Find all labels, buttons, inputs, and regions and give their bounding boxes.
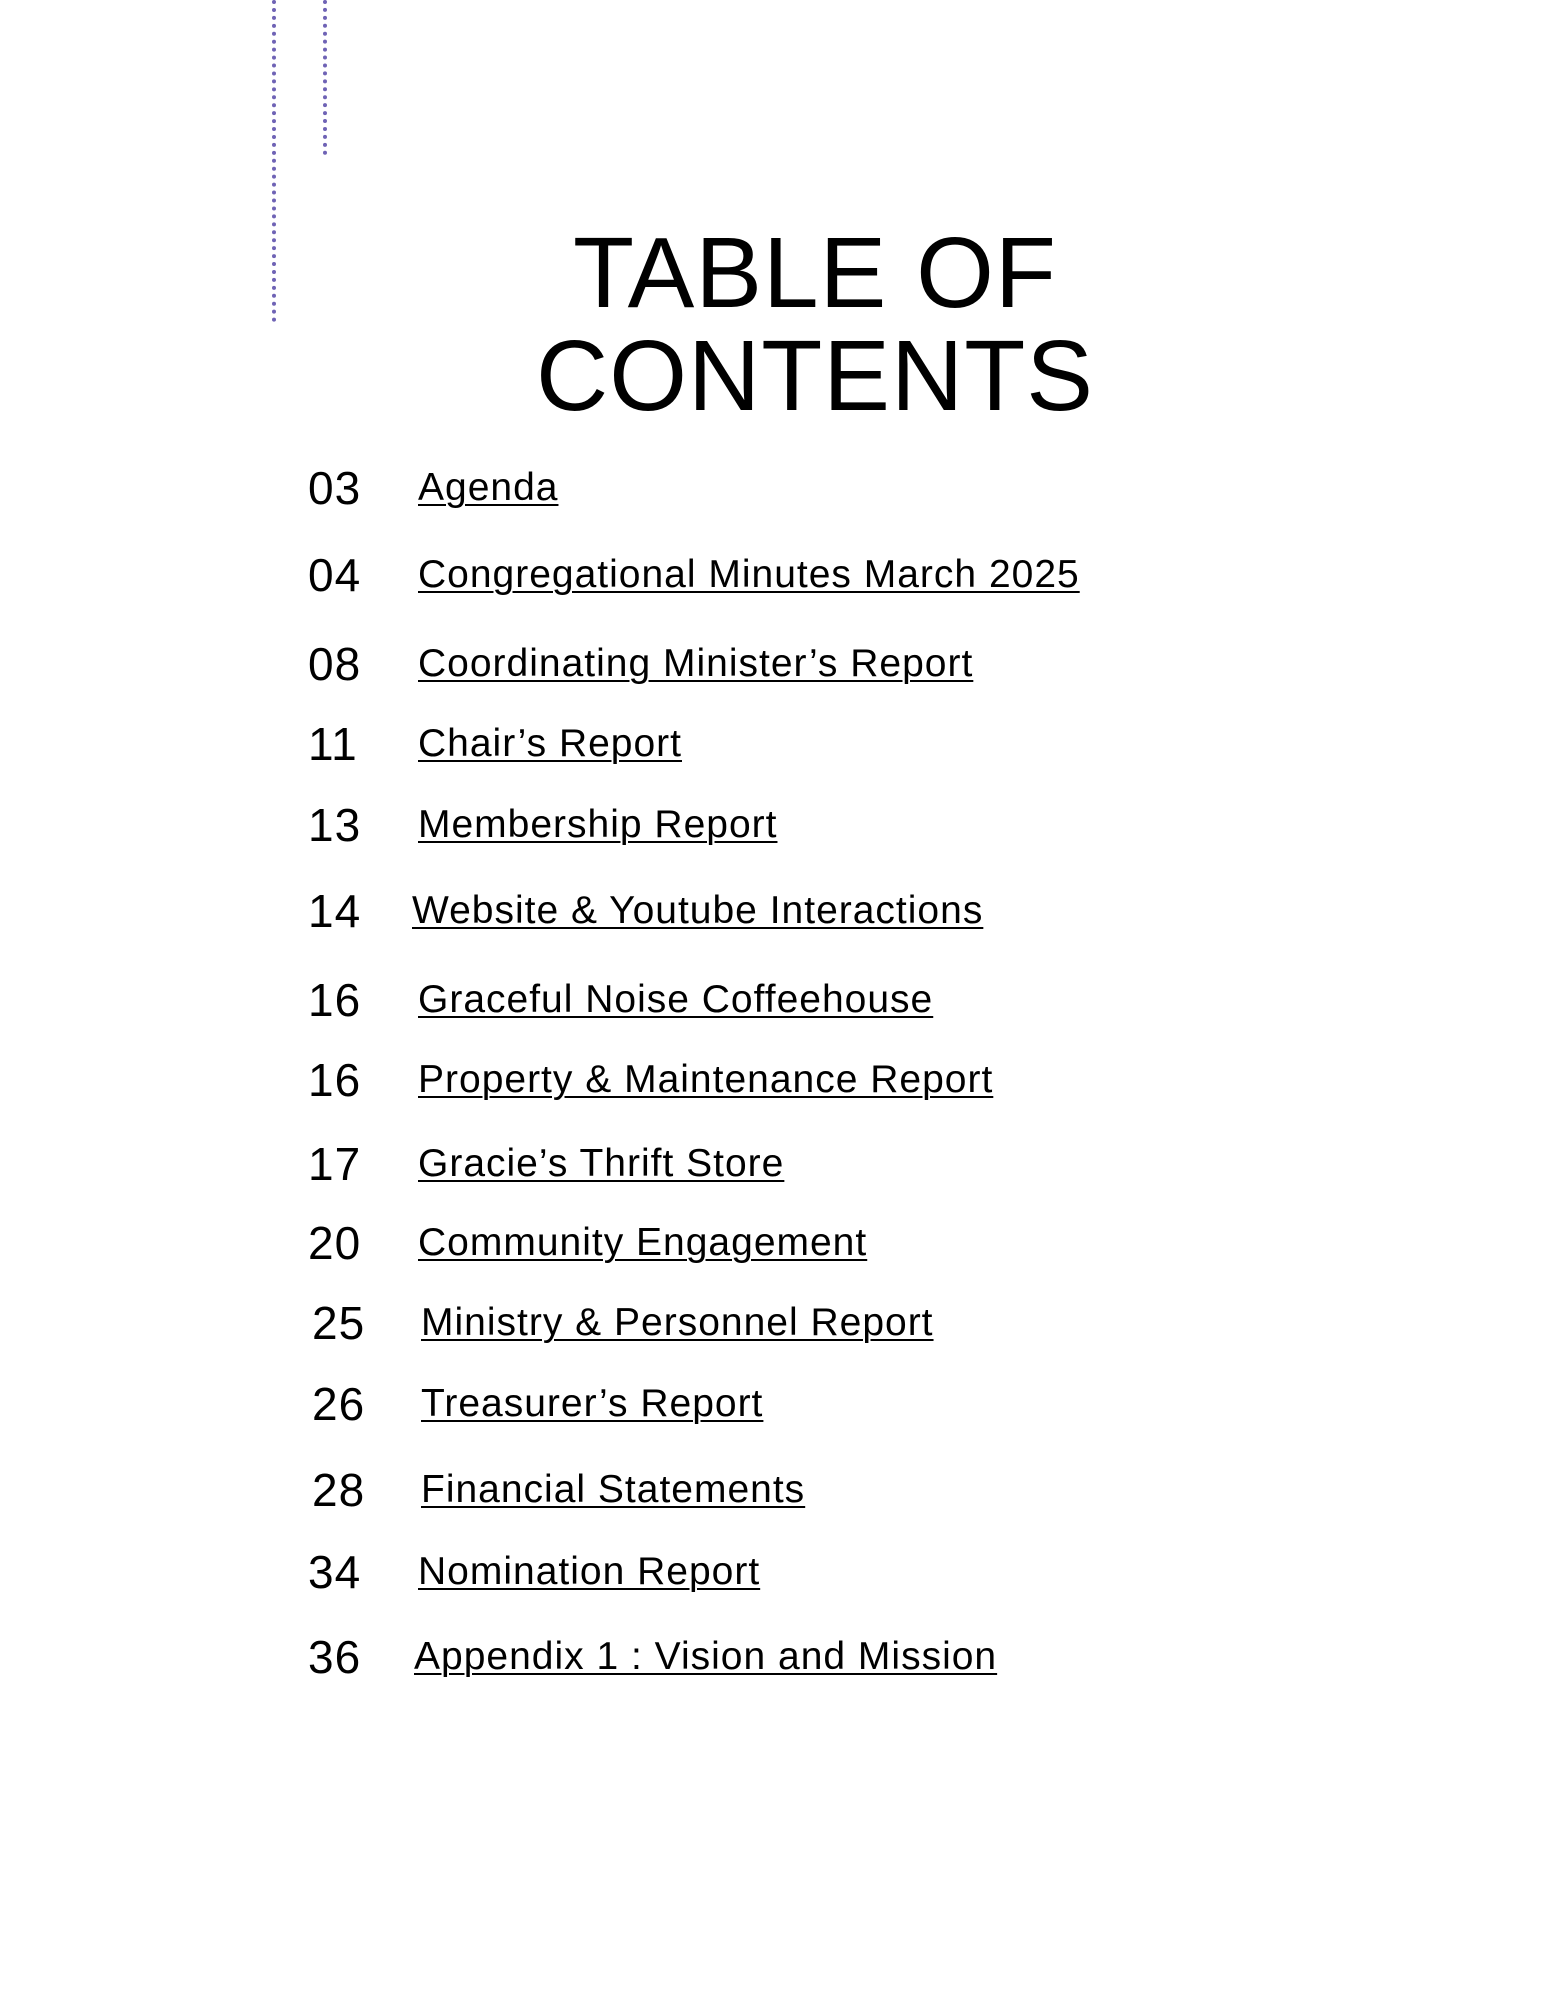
toc-page-number: 11	[308, 718, 358, 770]
toc-link-membership-report[interactable]: Membership Report	[418, 803, 778, 846]
toc-link-coordinating-minister-report[interactable]: Coordinating Minister’s Report	[418, 642, 974, 685]
toc-page-number: 14	[308, 885, 362, 937]
page-title	[0, 217, 1545, 432]
toc-link-financial-statements[interactable]: Financial Statements	[421, 1468, 806, 1511]
toc-page-number: 16	[308, 1054, 362, 1106]
toc-page-number: 17	[308, 1138, 362, 1190]
toc-page-number: 04	[308, 549, 362, 601]
toc-link-treasurer-report[interactable]: Treasurer’s Report	[421, 1382, 764, 1425]
toc-page-number: 26	[312, 1378, 366, 1430]
toc-page-number: 08	[308, 638, 362, 690]
toc-page-number: 36	[308, 1631, 362, 1683]
toc-link-community-engagement[interactable]: Community Engagement	[418, 1221, 868, 1264]
toc-page-number: 16	[308, 974, 362, 1026]
page-title-line-2: CONTENTS	[536, 320, 1094, 432]
toc-link-website-youtube-interactions[interactable]: Website & Youtube Interactions	[412, 889, 984, 932]
toc-link-gracies-thrift-store[interactable]: Gracie’s Thrift Store	[418, 1142, 785, 1185]
toc-page-number: 03	[308, 462, 362, 514]
decorative-dotted-line-right	[323, 0, 327, 155]
toc-link-graceful-noise-coffeehouse[interactable]: Graceful Noise Coffeehouse	[418, 978, 934, 1021]
toc-link-agenda[interactable]: Agenda	[418, 466, 559, 509]
toc-link-appendix-vision-mission[interactable]: Appendix 1 : Vision and Mission	[414, 1635, 998, 1678]
toc-page-number: 20	[308, 1217, 362, 1269]
toc-link-congregational-minutes[interactable]: Congregational Minutes March 2025	[418, 553, 1080, 596]
page-title-line-1: TABLE OF	[572, 217, 1058, 329]
toc-page-number: 28	[312, 1464, 366, 1516]
toc-page-number: 25	[312, 1297, 366, 1349]
toc-page-number: 34	[308, 1546, 362, 1598]
toc-link-chair-report[interactable]: Chair’s Report	[418, 722, 682, 765]
toc-page-number: 13	[308, 799, 362, 851]
toc-link-ministry-personnel-report[interactable]: Ministry & Personnel Report	[421, 1301, 934, 1344]
toc-link-property-maintenance-report[interactable]: Property & Maintenance Report	[418, 1058, 994, 1101]
toc-link-nomination-report[interactable]: Nomination Report	[418, 1550, 761, 1593]
